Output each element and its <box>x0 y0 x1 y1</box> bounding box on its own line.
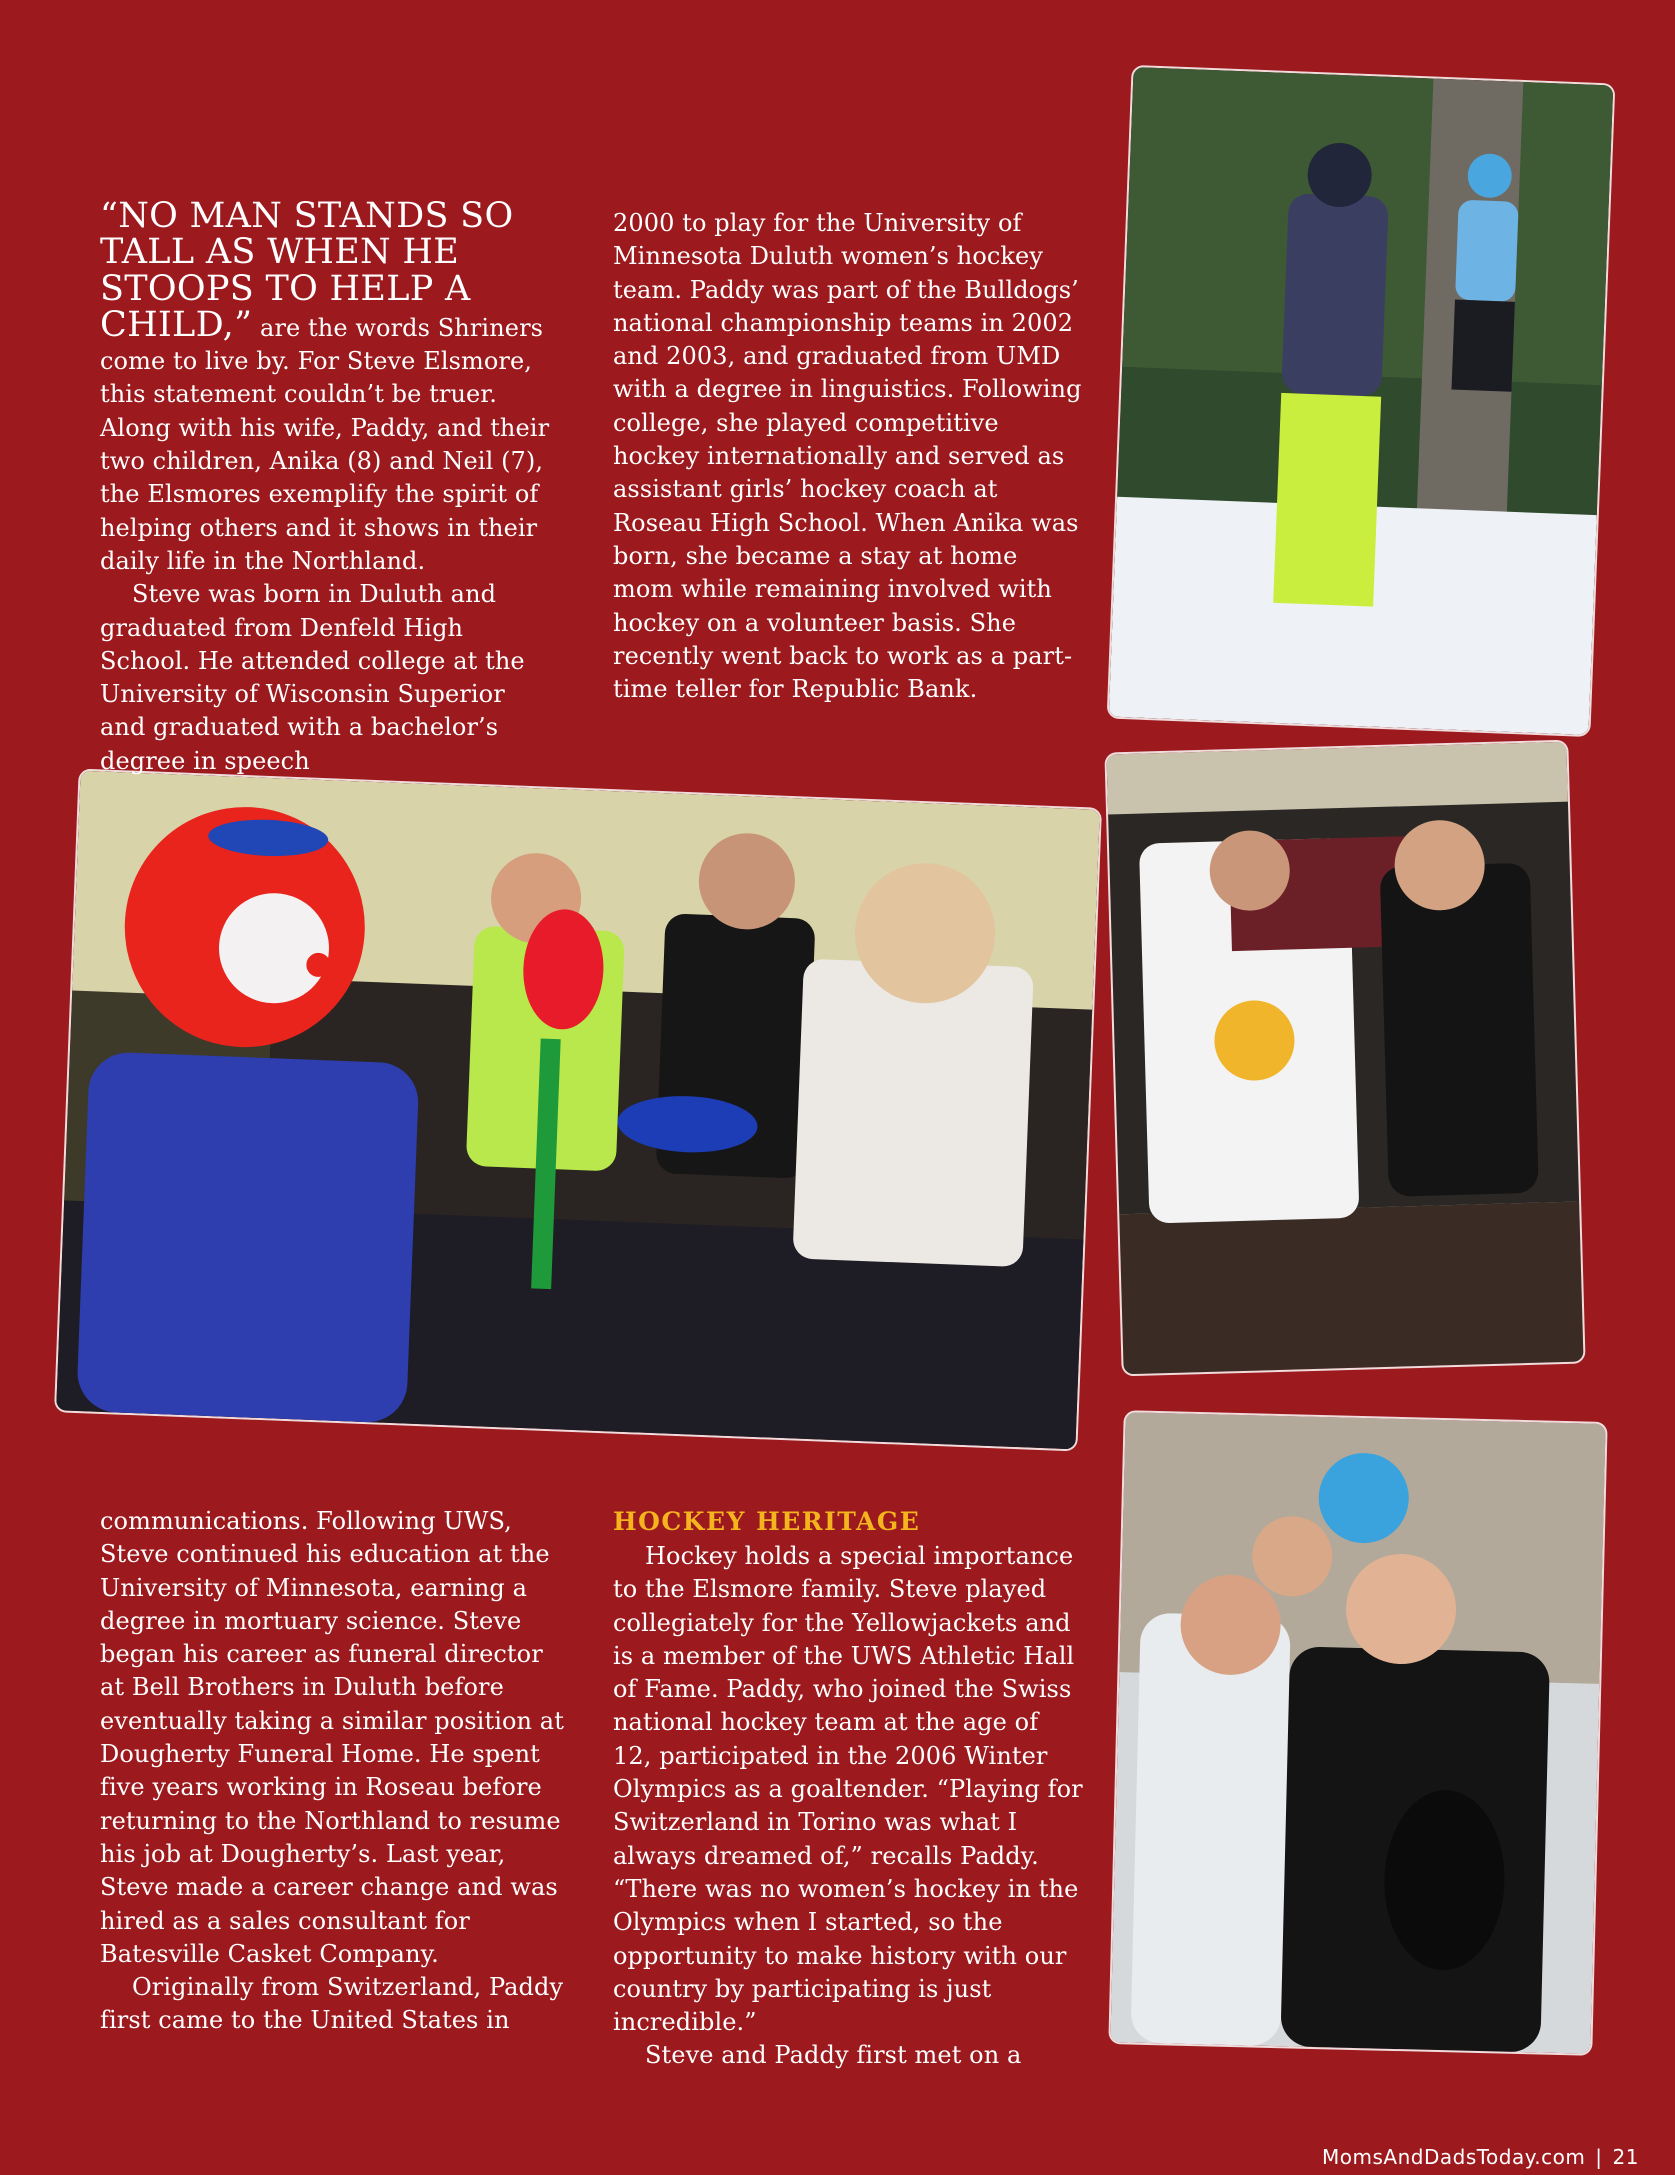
photo-hockey-jersey <box>1106 742 1583 1375</box>
paragraph: communications. Following UWS, Steve continued his education at the University of Minnesota, earning a degree in mortuary science. Steve began his career as funeral director at Bell Brothers in Duluth before eventually taking a similar position at Dougherty Funeral Home. He spent five years working in Roseau before returning to the Northland to resume his job at Dougherty’s. Last year, Steve made a career change and was hired as a sales consultant for Batesville Casket Company. <box>100 1507 564 1968</box>
paragraph: 2000 to play for the University of Minnesota Duluth women’s hockey team. Paddy was part of the Bulldogs’ national championship teams in 2002 and 2003, and graduated from UMD with a degree in linguistics. Following college, she played competitive hockey internationally and served as assistant girls’ hockey coach at Roseau High School. When Anika was born, she became a stay at home mom while remaining involved with hockey on a volunteer basis. She recently went back to work as a part-time teller for Republic Bank. <box>613 209 1082 704</box>
paragraph: Hockey holds a special importance to the Elsmore family. Steve played collegiately for the Yellowjackets and is a member of the UWS Athletic Hall of Fame. Paddy, who joined the Swiss national hockey team at the age of 12, participated in the 2006 Winter Olympics as a goaltender. “Playing for Switzerland in Torino was what I always dreamed of,” recalls Paddy. “There was no women’s hockey in the Olympics when I started, so the opportunity to make history with our country by participating is just incredible.” <box>613 1542 1083 2037</box>
section-heading: HOCKEY HERITAGE <box>613 1507 921 1536</box>
column-2-bottom <box>613 1505 1083 2073</box>
photo-clown-balloons <box>56 771 1100 1450</box>
column-2-top <box>613 207 1083 706</box>
footer-separator: | <box>1595 2145 1603 2169</box>
column-1-top <box>100 196 550 778</box>
paragraph <box>100 196 550 578</box>
page-number: 21 <box>1612 2145 1639 2169</box>
paragraph: Steve and Paddy first met on a <box>645 2041 1022 2070</box>
photo-family-winter <box>1110 1412 1605 2054</box>
paragraph: Originally from Switzerland, Paddy first came to the United States in <box>100 1973 564 2035</box>
paragraph-text: are the words Shriners come to live by. For Steve Elsmore, this statement couldn’t be truer. Along with his wife, Paddy, and their two children, Anika (8) and Neil (7), the Elsmores exemplify the spirit of helping others and it shows in their daily life in the Northland. <box>100 313 550 575</box>
column-1-bottom <box>100 1505 570 2038</box>
photo-zipline-children <box>1109 67 1614 735</box>
site-link[interactable]: MomsAndDadsToday.com <box>1322 2145 1586 2169</box>
pull-quote: “NO MAN STANDS SO TALL AS WHEN HE STOOPS TO HELP A CHILD,” <box>100 196 514 345</box>
paragraph: Steve was born in Duluth and graduated from Denfeld High School. He attended college at the University of Wisconsin Superior and graduated with a bachelor’s degree in speech <box>100 580 525 775</box>
page-footer <box>1322 2145 1639 2169</box>
